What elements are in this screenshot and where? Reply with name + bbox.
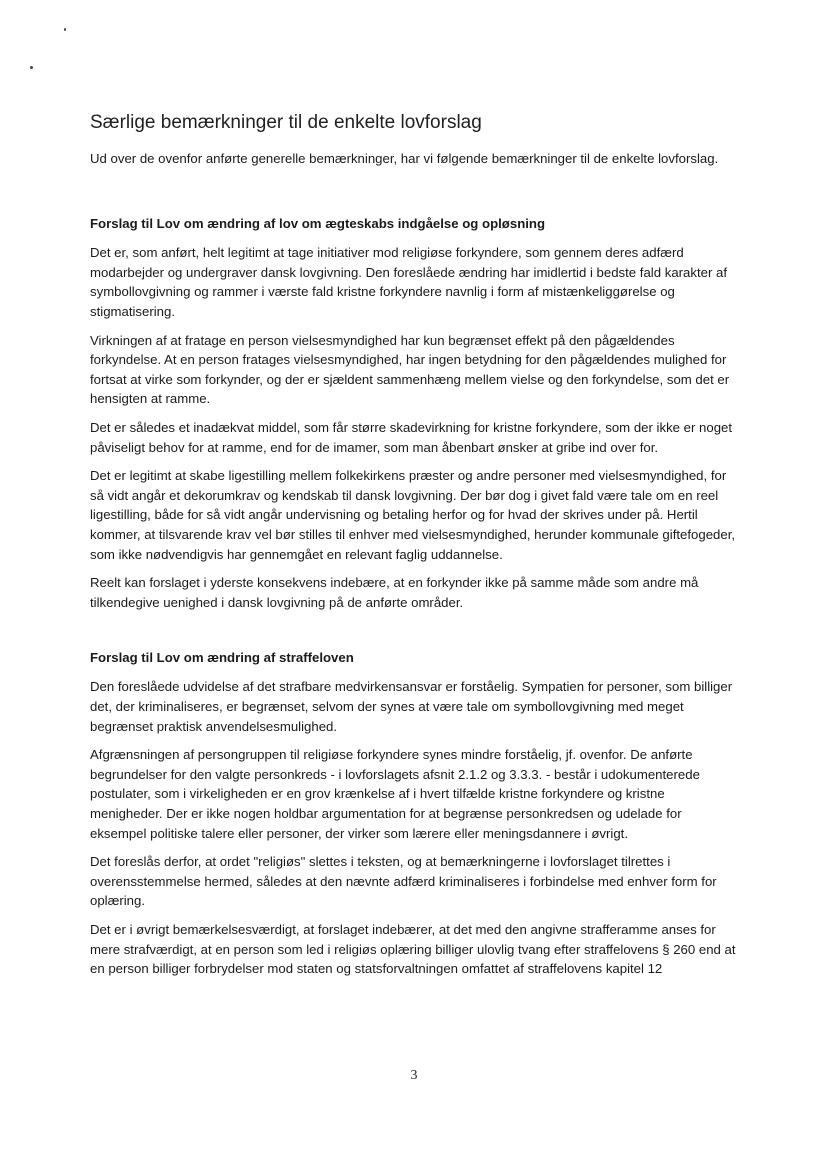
paragraph: Det er således et inadækvat middel, som får større skadevirkning for kristne forkyndere, som der ikke er noget påviseligt behov for at ramme, end for de imamer, som man åbenbart ønsker at gribe ind over for. [90, 420, 733, 455]
paragraph: Afgrænsningen af persongruppen til religiøse forkyndere synes mindre forståelig, jf. ovenfor. De anførte begrundelser for den valgte personkreds - i lovforslagets afsnit 2.1.2 og 3.3.3. - består i udokumenterede postulater, som i virkeligheden er en grov krænkelse af i hvert tilfælde kristne forkyndere og kristne menigheder. Der er ikke nogen holdbar argumentation for at begrænse personkredsen og udelade for eksempel politiske talere eller personer, der virker som lærere eller meningsdannere i øvrigt. [90, 747, 700, 841]
section-criminal-code [90, 648, 740, 978]
paragraph: Reelt kan forslaget i yderste konsekvens indebære, at en forkynder ikke på samme måde som andre må tilkendegive uenighed i dansk lovgivning på de anførte områder. [90, 575, 699, 610]
paragraph: Virkningen af at fratage en person vielsesmyndighed har kun begrænset effekt på den pågældendes forkyndelse. At en person fratages vielsesmyndighed, har ingen betydning for den pågældendes mulighed for fortsat at virke som forkynder, og der er sjældent sammenhæng mellem vielse og den forkyndelse, som det er hensigten at ramme. [90, 332, 730, 407]
paragraph: Det er i øvrigt bemærkelsesværdigt, at forslaget indebærer, at det med den angivne strafferamme anses for mere strafværdigt, at en person som led i religiøs oplæring billiger ulovlig tvang efter straffelovens § 260 end at en person billiger forbrydelser mod staten og statsforvaltningen omfattet af straffelovens kapitel 12 [90, 921, 736, 977]
section-heading: Forslag til Lov om ændring af straffeloven [90, 650, 354, 666]
paragraph: Det foreslås derfor, at ordet "religiøs" slettes i teksten, og at bemærkningerne i lovforslaget tilrettes i overensstemmelse hermed, således at den nævnte adfærd kriminaliseres i forbindelse med enhver form for oplæring. [90, 854, 717, 909]
document-body [90, 112, 740, 988]
section-heading: Forslag til Lov om ændring af lov om ægteskabs indgåelse og opløsning [90, 216, 546, 232]
page-heading: Særlige bemærkninger til de enkelte lovforslag [90, 112, 482, 133]
scan-speck-top [64, 28, 66, 31]
intro-paragraph: Ud over de ovenfor anførte generelle bemærkninger, har vi følgende bemærkninger til de enkelte lovforslag. [90, 150, 719, 166]
page-number: 3 [410, 1068, 418, 1083]
paragraph: Den foreslåede udvidelse af det strafbare medvirkensansvar er forståelig. Sympatien for personer, som billiger det, der kriminaliseres, er begrænset, selvom der synes at være tale om symbollovgivning med meget begrænset praktisk anvendelsesmulighed. [90, 679, 733, 734]
paragraph: Det er legitimt at skabe ligestilling mellem folkekirkens præster og andre personer med vielsesmyndighed, for så vidt angår et dekorumkrav og kendskab til dansk lovgivning. Der bør dog i givet fald være tale om en reel ligestilling, både for så vidt angår undervisning og betaling herfor og for hvad der skrives under på. Hertil kommer, at tilsvarende krav vel bør stilles til enhver med vielsesmyndighed, herunder kommunale giftefogeder, som ikke nødvendigvis har gennemgået en relevant faglig uddannelse. [90, 468, 736, 562]
section-marriage-law [90, 214, 740, 612]
scan-speck-left [30, 66, 33, 69]
paragraph: Det er, som anført, helt legitimt at tage initiativer mod religiøse forkyndere, som gennem deres adfærd modarbejder og undergraver dansk lovgivning. Den foreslåede ændring har imidlertid i bedste fald karakter af symbollovgivning og rammer i værste fald kristne forkyndere navnlig i form af mistænkeliggørelse og stigmatisering. [90, 245, 728, 320]
